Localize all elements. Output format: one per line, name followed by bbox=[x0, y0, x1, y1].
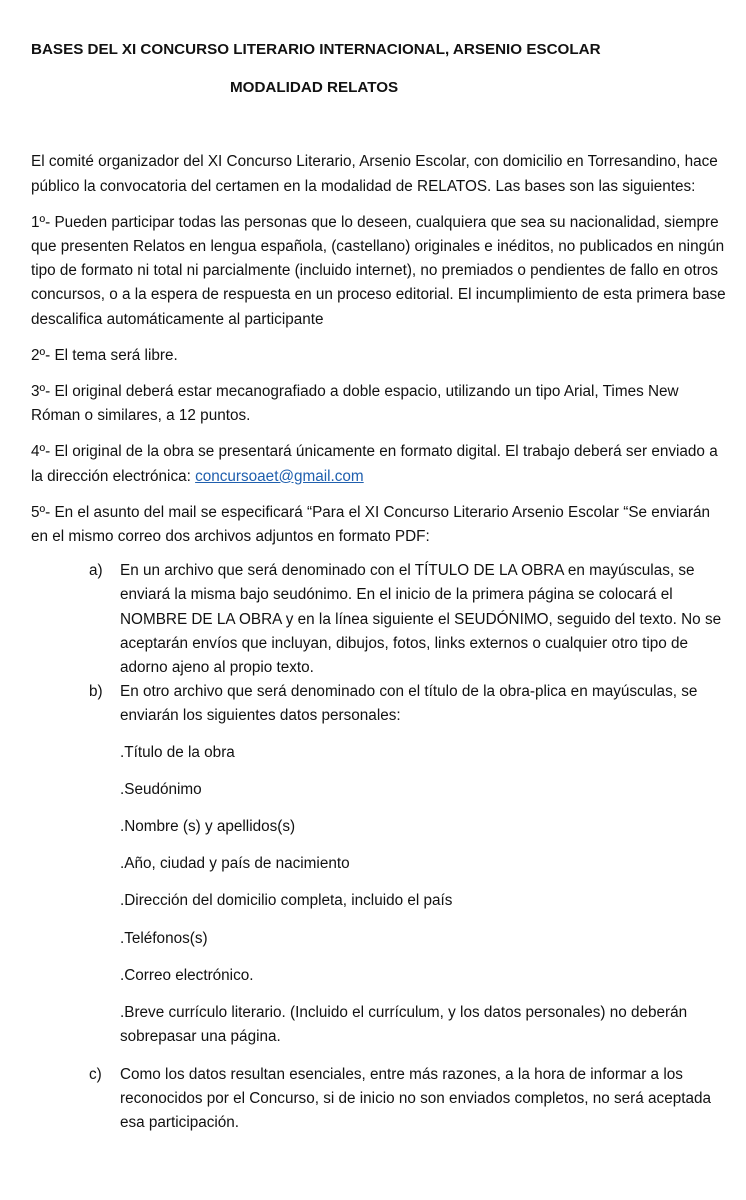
contest-email-link[interactable]: concursoaet@gmail.com bbox=[195, 467, 364, 485]
field-address: .Dirección del domicilio completa, incluido el país bbox=[120, 892, 453, 910]
list-marker: c) bbox=[89, 1065, 102, 1083]
list-item-c bbox=[31, 1063, 730, 1136]
rule-1: 1º- Pueden participar todas las personas que lo deseen, cualquiera que sea su nacionalidad, siempre que presenten Relatos en lengua española, (castellano) originales e inéditos, no publicados en ningún tipo de formato ni total ni parcialmente (incluido internet), no premiados o pendientes de fallo en otros concursos, o a la espera de respuesta en un proceso editorial. El incumplimiento de esta primera base descalifica automáticamente al participante bbox=[31, 213, 726, 328]
document-title: BASES DEL XI CONCURSO LITERARIO INTERNACIONAL, ARSENIO ESCOLAR bbox=[31, 41, 601, 58]
field-name: .Nombre (s) y apellidos(s) bbox=[120, 818, 296, 836]
field-pseudonym: .Seudónimo bbox=[120, 780, 202, 798]
field-email: .Correo electrónico. bbox=[120, 966, 254, 984]
personal-data-fields bbox=[120, 741, 730, 1050]
list-item-a bbox=[31, 559, 730, 680]
rule-2: 2º- El tema será libre. bbox=[31, 346, 178, 364]
list-marker: a) bbox=[89, 562, 103, 580]
field-title: .Título de la obra bbox=[120, 743, 235, 761]
field-cv: .Breve currículo literario. (Incluido el currículum, y los datos personales) no deberán sobrepasar una página. bbox=[120, 1004, 688, 1046]
list-marker: b) bbox=[89, 683, 103, 701]
field-birth: .Año, ciudad y país de nacimiento bbox=[120, 855, 350, 873]
field-phone: .Teléfonos(s) bbox=[120, 929, 208, 947]
rule-5: 5º- En el asunto del mail se especificará “Para el XI Concurso Literario Arsenio Escolar “Se enviarán en el mismo correo dos archivos adjuntos en formato PDF: bbox=[31, 503, 710, 546]
list-item-b bbox=[31, 680, 730, 728]
rule-4-text: 4º- El original de la obra se presentará únicamente en formato digital. El trabajo deberá ser enviado a la dirección electrónica: bbox=[31, 443, 718, 485]
document-subtitle: MODALIDAD RELATOS bbox=[230, 79, 399, 97]
attachment-list bbox=[31, 559, 730, 1135]
intro-paragraph: El comité organizador del XI Concurso Literario, Arsenio Escolar, con domicilio en Torresandino, hace público la convocatoria del certamen en la modalidad de RELATOS. Las bases son las siguientes: bbox=[31, 153, 718, 195]
rule-4 bbox=[31, 440, 730, 488]
list-item-text: En un archivo que será denominado con el TÍTULO DE LA OBRA en mayúsculas, se enviará la misma bajo seudónimo. En el inicio de la primera página se colocará el NOMBRE DE LA OBRA y en la línea siguiente el SEUDÓNIMO, seguido del texto. No se aceptarán envíos que incluyan, dibujos, fotos, links externos o cualquier otro tipo de adorno ajeno al propio texto. bbox=[120, 562, 722, 677]
rule-3: 3º- El original deberá estar mecanografiado a doble espacio, utilizando un tipo Arial, Times New Róman o similares, a 12 puntos. bbox=[31, 383, 679, 425]
list-item-text: En otro archivo que será denominado con el título de la obra-plica en mayúsculas, se enviarán los siguientes datos personales: bbox=[120, 683, 698, 725]
list-item-text: Como los datos resultan esenciales, entre más razones, a la hora de informar a los reconocidos por el Concurso, si de inicio no son enviados completos, no será aceptada esa participación. bbox=[120, 1065, 711, 1131]
